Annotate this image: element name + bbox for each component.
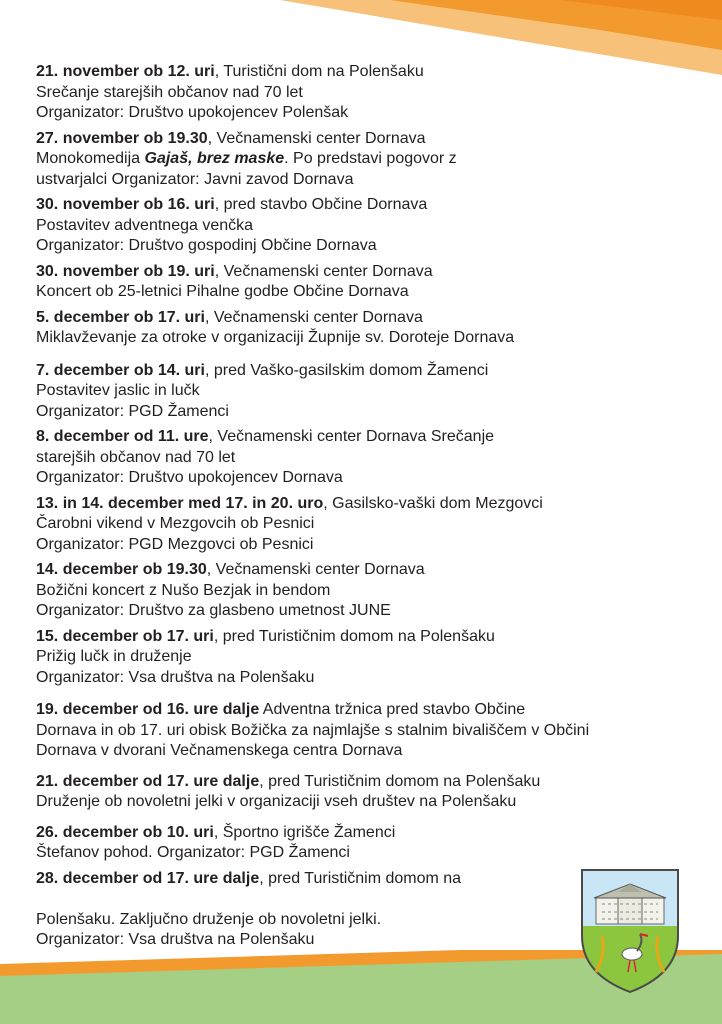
event-item: 13. in 14. december med 17. in 20. uro, Gasilsko-vaški dom Mezgovci Čarobni vikend v Mezgovcih ob Pesnici Organizator: PGD Mezgovci ob Pesnici	[36, 494, 543, 553]
event-item: 8. december od 11. ure, Večnamenski center Dornava Srečanje starejših občanov nad 70 let Organizator: Društvo upokojencev Dornava	[36, 428, 495, 486]
event-item: 30. november ob 19. uri, Večnamenski center Dornava Koncert ob 25-letnici Pihalne godbe Občine Dornava	[36, 262, 433, 300]
event-item: 5. december ob 17. uri, Večnamenski center Dornava Miklavževanje za otroke v organizaciji Župnije sv. Doroteje Dornava	[36, 308, 515, 346]
event-item: 30. november ob 16. uri, pred stavbo Občine Dornava Postavitev adventnega venčka Organizator: Društvo gospodinj Občine Dornava	[36, 196, 428, 254]
event-item: 28. december od 17. ure dalje, pred Turističnim domom na Polenšaku. Zaključno druženje ob novoletni jelki. Organizator: Vsa društva na Polenšaku	[36, 869, 462, 948]
event-item: 19. december od 16. ure dalje Adventna tržnica pred stavbo Občine Dornava in ob 17. uri obisk Božička za najmlajše s stalnim bivališčem v Občini Dornava v dvorani Večnamenskega centra Dornava	[36, 701, 590, 759]
event-item: 27. november ob 19.30, Večnamenski center Dornava Monokomedija Gajaš, brez maske. Po predstavi pogovor z ustvarjalci Organizator: Javni zavod Dornava	[36, 129, 457, 188]
event-item: 26. december ob 10. uri, Športno igrišče Žamenci Štefanov pohod. Organizator: PGD Žamenci	[36, 823, 396, 861]
municipal-coat-of-arms-icon	[580, 864, 680, 994]
event-item: 14. december ob 19.30, Večnamenski center Dornava Božični koncert z Nušo Bezjak in bendom Organizator: Društvo za glasbeno umetnost JUNE	[36, 561, 425, 619]
event-list	[36, 62, 696, 951]
event-item: 7. december ob 14. uri, pred Vaško-gasilskim domom Žamenci Postavitev jaslic in lučk Organizator: PGD Žamenci	[36, 361, 489, 420]
event-item: 15. december ob 17. uri, pred Turističnim domom na Polenšaku Prižig lučk in druženje Organizator: Vsa društva na Polenšaku	[36, 627, 495, 686]
event-item: 21. november ob 12. uri, Turistični dom na Polenšaku Srečanje starejših občanov nad 70 let Organizator: Društvo upokojencev Polenšak	[36, 63, 424, 121]
event-item: 21. december od 17. ure dalje, pred Turističnim domom na Polenšaku Druženje ob novoletni jelki v organizaciji vseh društev na Polenšaku	[36, 772, 541, 810]
